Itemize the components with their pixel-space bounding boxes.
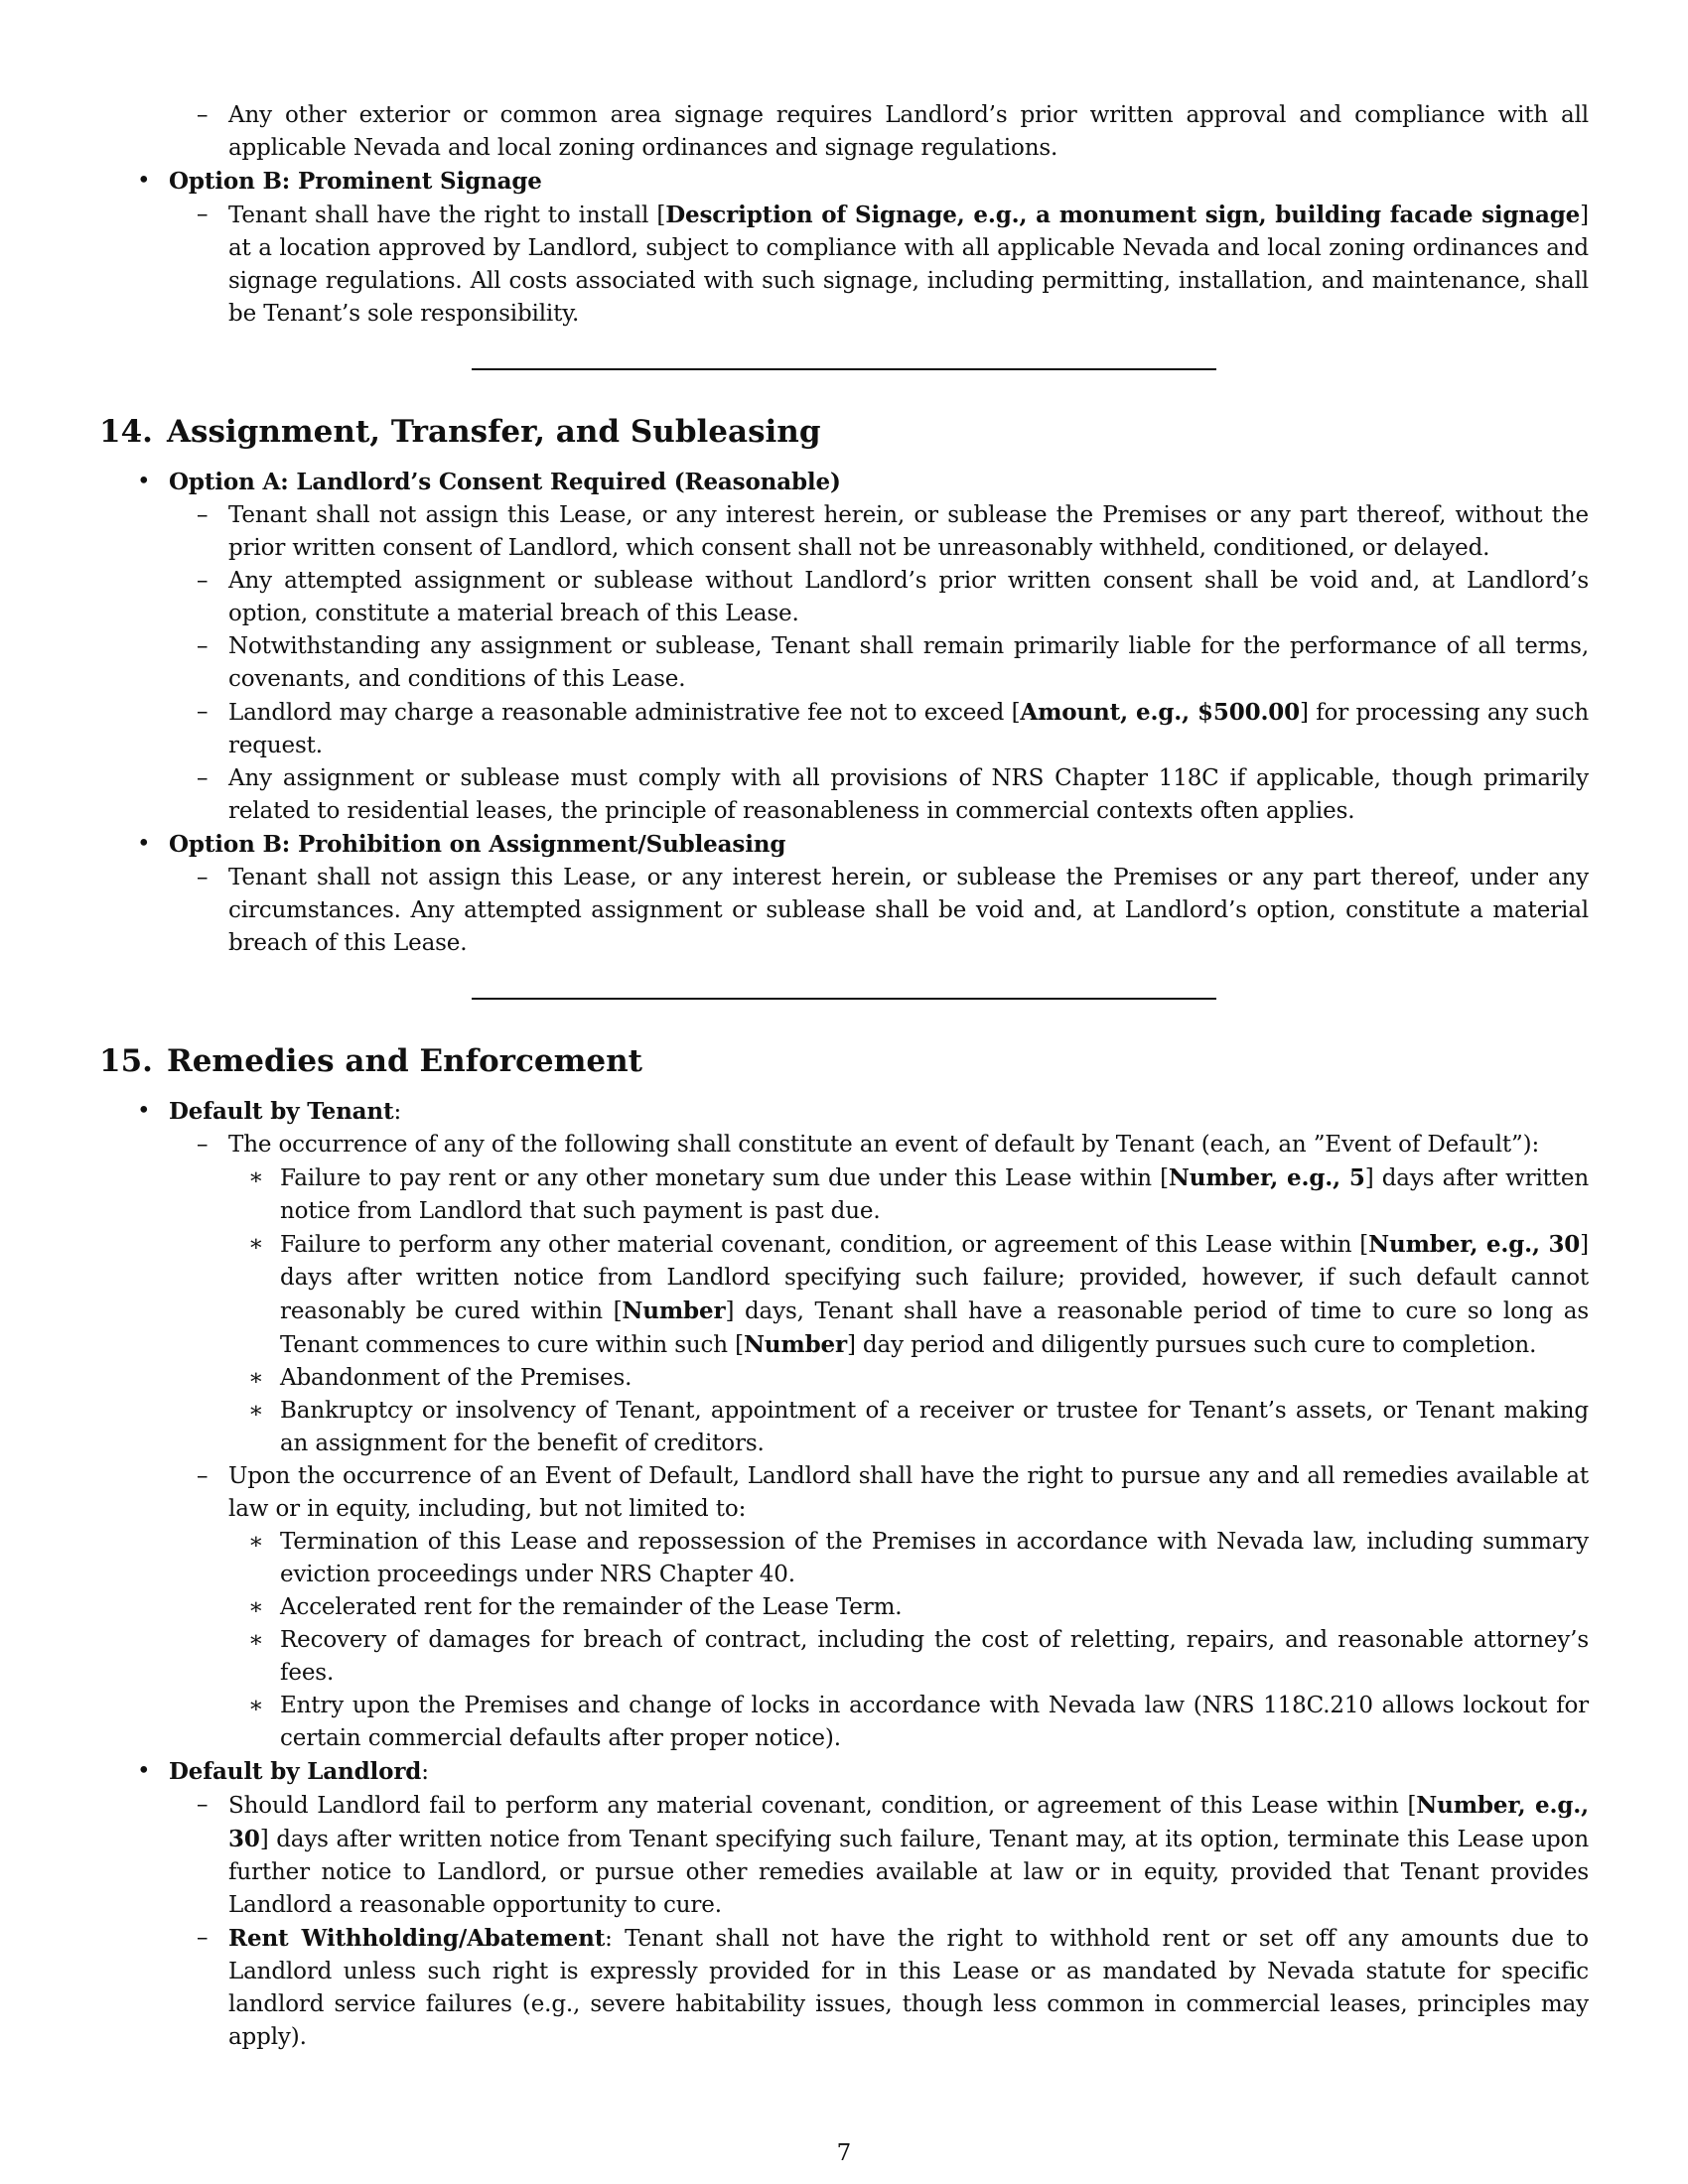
list-item <box>169 199 1589 331</box>
section-heading <box>99 1041 1589 1081</box>
text-segment: : Tenant shall not have the right to withhold rent or set off any amounts due to Landlord unless such right is expressly provided for in this Lease or as mandated by Nevada statute for specific landlord service failures (e.g., severe habitability issues, though less common in commercial leases, principles may apply). <box>228 1926 1589 2050</box>
list-item-text: Upon the occurrence of an Event of Default, Landlord shall have the right to pursue any and all remedies available at law or in equity, including, but not limited to: <box>228 1463 1589 1522</box>
page-number: 7 <box>836 2140 852 2166</box>
sub-list-item <box>228 1395 1589 1460</box>
list-item <box>169 1922 1589 2054</box>
list-item <box>169 565 1589 630</box>
section-heading <box>99 412 1589 452</box>
default-by-landlord <box>99 1755 1589 2054</box>
list-item <box>169 99 1589 165</box>
placeholder-bold: Number <box>743 1331 847 1358</box>
text-segment: ] day period and diligently pursues such cure to completion. <box>846 1332 1537 1358</box>
sub-list-item <box>228 1526 1589 1591</box>
list-item <box>169 1460 1589 1755</box>
sub-list-item <box>228 1690 1589 1755</box>
text-segment: ] days after written notice from Landlord specifying such failure; provided, however, if such default cannot reasonably be cured within [ <box>280 1232 1589 1324</box>
text-segment: ] days after written notice from Tenant specifying such failure, Tenant may, at its option, terminate this Lease upon further notice to Landlord, or pursue other remedies available at law or in equity, provided that Tenant provides Landlord a reasonable opportunity to cure. <box>228 1827 1589 1918</box>
option-label: Default by Tenant <box>169 1098 394 1125</box>
section-14-options <box>99 466 1589 960</box>
text-segment: Should Landlord fail to perform any material covenant, condition, or agreement of this Lease within [ <box>228 1793 1417 1819</box>
text-segment: ] days, Tenant shall have a reasonable period of time to cure so long as Tenant commences to cure within such [ <box>280 1298 1589 1358</box>
placeholder-bold: Number <box>622 1297 726 1324</box>
list-item-text: Tenant shall not assign this Lease, or any interest herein, or sublease the Premises or any part thereof, under any circumstances. Any attempted assignment or sublease shall be void and, at Landlord’s option, constitute a material breach of this Lease. <box>228 865 1589 956</box>
list-item-text: Recovery of damages for breach of contract, including the cost of reletting, repairs, and reasonable attorney’s fees. <box>280 1627 1589 1686</box>
sub-list-item <box>228 1362 1589 1395</box>
list-item-text: Any assignment or sublease must comply with all provisions of NRS Chapter 118C if applicable, though primarily related to residential leases, the principle of reasonableness in commercial contexts often applies. <box>228 765 1589 824</box>
section-13-continuation <box>99 99 1589 165</box>
option-label: Option A: Landlord’s Consent Required (Reasonable) <box>169 469 841 495</box>
option-a-consent-required <box>99 466 1589 828</box>
option-b-prohibition <box>99 828 1589 960</box>
placeholder-bold: Description of Signage, e.g., a monument sign, building facade signage <box>665 202 1581 228</box>
list-item-text: Abandonment of the Premises. <box>280 1365 633 1391</box>
list-item <box>169 499 1589 565</box>
text-segment: Failure to pay rent or any other monetary sum due under this Lease within [ <box>280 1165 1169 1191</box>
list-item <box>169 630 1589 696</box>
text-segment: ] days after written notice from Landlord that such payment is past due. <box>280 1165 1589 1224</box>
option-a-continuation <box>99 99 1589 165</box>
text-segment: Landlord may charge a reasonable administrative fee not to exceed [ <box>228 700 1021 726</box>
section-15-list <box>99 1095 1589 2054</box>
option-b-prominent-signage <box>99 165 1589 331</box>
list-item-text: Notwithstanding any assignment or sublease, Tenant shall remain primarily liable for the performance of all terms, covenants, and conditions of this Lease. <box>228 633 1589 692</box>
option-label: Default by Landlord <box>169 1758 422 1785</box>
list-item-text: Accelerated rent for the remainder of the Lease Term. <box>280 1594 903 1620</box>
list-item <box>169 696 1589 762</box>
list-item-text: Tenant shall not assign this Lease, or any interest herein, or sublease the Premises or any part thereof, without the prior written consent of Landlord, which consent shall not be unreasonably withheld, conditioned, or delayed. <box>228 502 1589 561</box>
section-divider <box>472 998 1216 1000</box>
placeholder-bold: Number, e.g., 5 <box>1168 1164 1365 1191</box>
list-item <box>169 1789 1589 1922</box>
list-item-text: Any attempted assignment or sublease without Landlord’s prior written consent shall be void and, at Landlord’s option, constitute a material breach of this Lease. <box>228 568 1589 626</box>
sub-list-item <box>228 1591 1589 1624</box>
section-13-options <box>99 165 1589 331</box>
sub-list-item <box>228 1624 1589 1690</box>
list-item <box>169 1129 1589 1460</box>
text-segment: : <box>421 1759 429 1785</box>
list-item <box>169 862 1589 960</box>
list-item-text: The occurrence of any of the following shall constitute an event of default by Tenant (each, an ”Event of Default”): <box>228 1132 1540 1158</box>
text-segment: ] for processing any such request. <box>228 700 1589 758</box>
section-number: 14. <box>99 414 153 450</box>
placeholder-bold: Rent Withholding/Abatement <box>228 1925 606 1952</box>
placeholder-bold: Amount, e.g., $500.00 <box>1020 699 1301 726</box>
placeholder-bold: Number, e.g., 30 <box>228 1792 1589 1852</box>
option-label: Option B: Prominent Signage <box>169 168 542 195</box>
section-title: Assignment, Transfer, and Subleasing <box>166 414 821 450</box>
list-item-text: Termination of this Lease and repossession of the Premises in accordance with Nevada law, including summary eviction proceedings under NRS Chapter 40. <box>280 1529 1589 1587</box>
sub-list-item <box>228 1228 1589 1362</box>
list-item-text: Any other exterior or common area signage requires Landlord’s prior written approval and compliance with all applicable Nevada and local zoning ordinances and signage regulations. <box>228 102 1589 161</box>
page-content <box>99 99 1589 2054</box>
section-divider <box>472 368 1216 370</box>
list-item-text: Bankruptcy or insolvency of Tenant, appointment of a receiver or trustee for Tenant’s assets, or Tenant making an assignment for the benefit of creditors. <box>280 1398 1589 1456</box>
default-by-tenant <box>99 1095 1589 1755</box>
placeholder-bold: Number, e.g., 30 <box>1368 1231 1581 1258</box>
text-segment: ] at a location approved by Landlord, subject to compliance with all applicable Nevada and local zoning ordinances and signage regulations. All costs associated with such signage, including permitting, installation, and maintenance, shall be Tenant’s sole responsibility. <box>228 203 1589 327</box>
section-number: 15. <box>99 1043 153 1079</box>
sub-list-item <box>228 1161 1589 1228</box>
text-segment: Tenant shall have the right to install [ <box>228 203 666 228</box>
section-title: Remedies and Enforcement <box>166 1043 642 1079</box>
text-segment: Failure to perform any other material covenant, condition, or agreement of this Lease within [ <box>280 1232 1369 1258</box>
text-segment: : <box>393 1099 402 1125</box>
list-item-text: Entry upon the Premises and change of locks in accordance with Nevada law (NRS 118C.210 allows lockout for certain commercial defaults after proper notice). <box>280 1693 1589 1751</box>
list-item <box>169 762 1589 828</box>
option-label: Option B: Prohibition on Assignment/Subleasing <box>169 831 786 858</box>
